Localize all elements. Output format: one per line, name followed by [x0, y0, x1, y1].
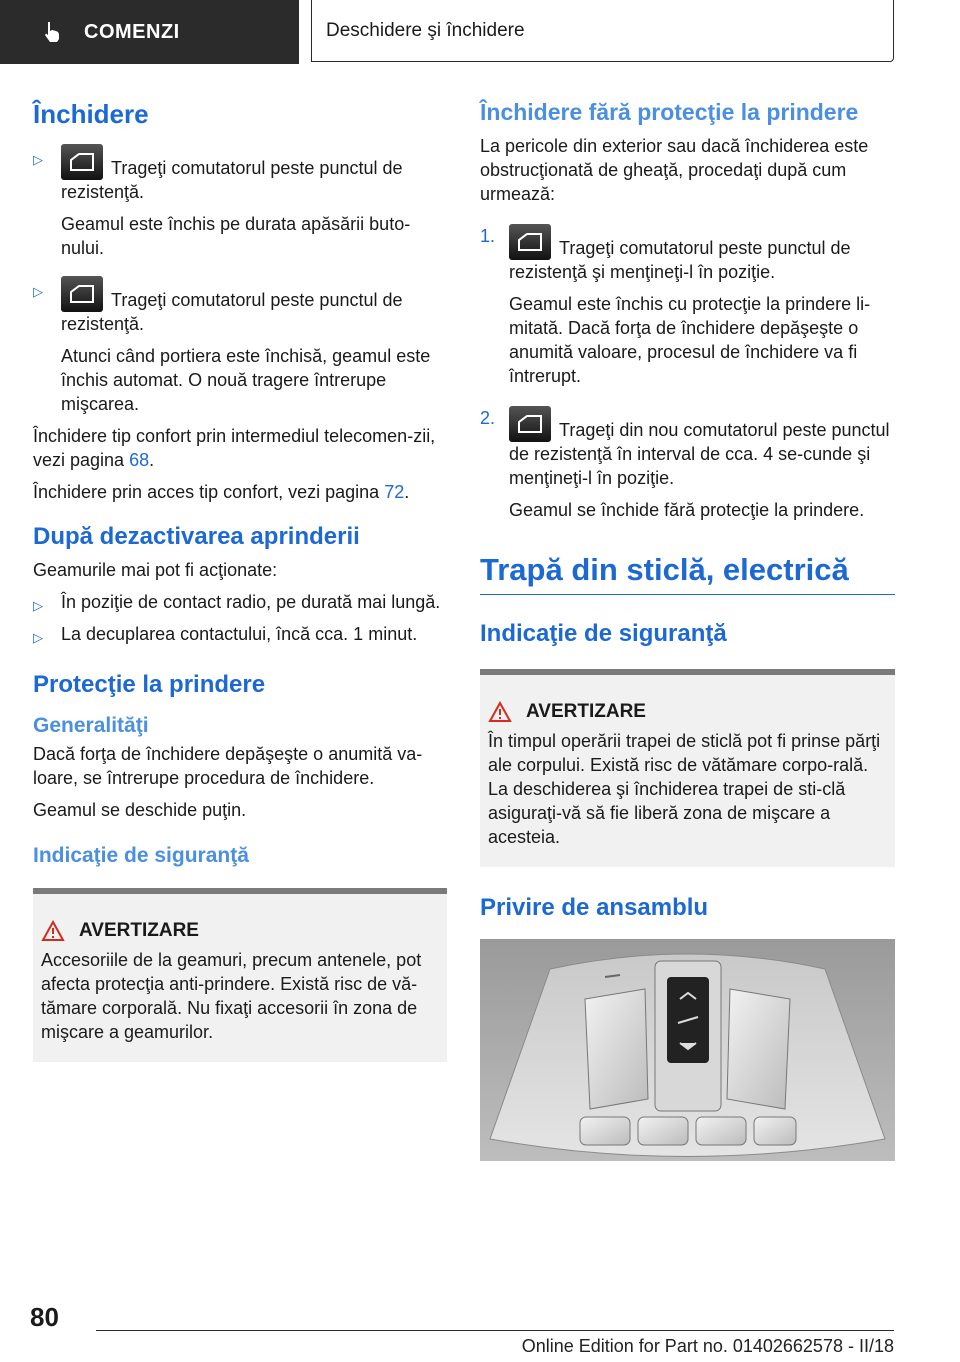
no-pinch-intro: La pericole din exterior sau dacă închiderea este obstrucţionată de gheaţă, procedaţi după cum urmează: — [480, 136, 869, 204]
after-ignition-bullet: ▷ În poziţie de contact radio, pe durată mai lungă. — [33, 590, 447, 614]
after-ignition-intro: Geamurile mai pot fi acţionate: — [33, 560, 278, 580]
closing-item-2: ▷ Trageţi comutatorul peste punctul de rezistenţă. — [33, 276, 447, 336]
warning-text: Accesoriile de la geamuri, precum antenele, pot afecta protecţia anti-prindere. Există risc de vă-tămare corporală. Nu fixaţi accesorii în zona de mişcare a geamurilor. — [41, 950, 422, 1042]
window-switch-icon — [61, 276, 103, 312]
overview-title: Privire de ansamblu — [480, 894, 709, 921]
right-column — [480, 98, 895, 1161]
comfort-access-text: Închidere prin acces tip confort, vezi pagina 72. — [33, 482, 410, 502]
triangle-bullet-icon: ▷ — [33, 284, 43, 299]
warning-triangle-icon — [41, 920, 65, 942]
safety-note-title: Indicaţie de siguranţă — [33, 844, 249, 867]
section-header — [311, 0, 894, 62]
sunroof-heading-rule — [480, 550, 895, 595]
window-switch-icon — [509, 224, 551, 260]
step-2: 2. Trageţi din nou comutatorul peste punctul de rezistenţă în interval de cca. 4 se-cunde şi menţineţi-l în poziţie. — [480, 408, 890, 488]
no-pinch-title: Închidere fără protecţie la prindere — [480, 99, 859, 125]
warning-heading: AVERTIZARE — [41, 920, 439, 942]
sunroof-title: Trapă din sticlă, electrică — [480, 552, 849, 587]
step-1: 1. Trageţi comutatorul peste punctul de rezistenţă şi menţineţi-l în poziţie. — [480, 226, 851, 282]
triangle-bullet-icon: ▷ — [33, 630, 43, 645]
general-text-2: Geamul se deschide puţin. — [33, 800, 247, 820]
sunroof-warning-box — [480, 669, 895, 867]
window-switch-icon — [61, 144, 103, 180]
general-title: Generalităţi — [33, 714, 149, 737]
closing-item-1-detail: Geamul este închis pe durata apăsării buto-nului. — [61, 214, 411, 258]
warning-triangle-icon — [488, 701, 512, 723]
left-column — [33, 98, 447, 1062]
triangle-bullet-icon: ▷ — [33, 152, 43, 167]
edition-note: Online Edition for Part no. 01402662578 - II/18 — [521, 1336, 894, 1356]
page-link-68[interactable]: 68 — [129, 450, 150, 470]
after-ignition-bullet: ▷ La decuplarea contactului, încă cca. 1 minut. — [33, 622, 447, 646]
sunroof-safety-title: Indicaţie de siguranţă — [480, 620, 727, 647]
chapter-tab[interactable] — [0, 0, 299, 64]
section-label: Deschidere şi închidere — [326, 19, 525, 41]
closing-title: Închidere — [33, 99, 149, 129]
window-switch-icon — [509, 406, 551, 442]
sunroof-switch-photo — [480, 939, 895, 1161]
triangle-bullet-icon: ▷ — [33, 598, 43, 613]
page-number: 80 — [30, 1302, 59, 1332]
general-text: Dacă forţa de închidere depăşeşte o anumită va-loare, se întrerupe procedura de închidere. — [33, 744, 423, 788]
warning-text: În timpul operării trapei de sticlă pot fi prinse părţi ale corpului. Există risc de vătămare corpo-rală. La deschiderea şi închiderea trapei de sti-clă asiguraţi-vă să fie liberă zona de mişcare a acesteia. — [488, 731, 881, 847]
remote-closing-text: Închidere tip confort prin intermediul telecomen-zii, vezi pagina 68. — [33, 426, 436, 470]
pinch-protection-title: Protecţie la prindere — [33, 671, 266, 698]
closing-item-2-detail: Atunci când portiera este închisă, geamul este închis automat. O nouă tragere întrerupe mişcarea. — [61, 346, 431, 414]
page-link-72[interactable]: 72 — [384, 482, 405, 502]
hand-pointer-icon — [40, 20, 64, 44]
chapter-label: COMENZI — [84, 20, 180, 43]
step-2-detail: Geamul se închide fără protecţie la prindere. — [509, 500, 865, 520]
step-1-detail: Geamul este închis cu protecţie la prindere li-mitată. Dacă forţa de închidere depăşeşte o anumită valoare, procesul de închidere va fi întrerupt. — [509, 294, 871, 386]
warning-heading: AVERTIZARE — [488, 701, 887, 723]
closing-item-1: ▷ Trageţi comutatorul peste punctul de rezistenţă. — [33, 144, 447, 204]
after-ignition-title: După dezactivarea aprinderii — [33, 523, 360, 550]
footer-divider — [96, 1330, 894, 1331]
warning-box — [33, 888, 447, 1062]
